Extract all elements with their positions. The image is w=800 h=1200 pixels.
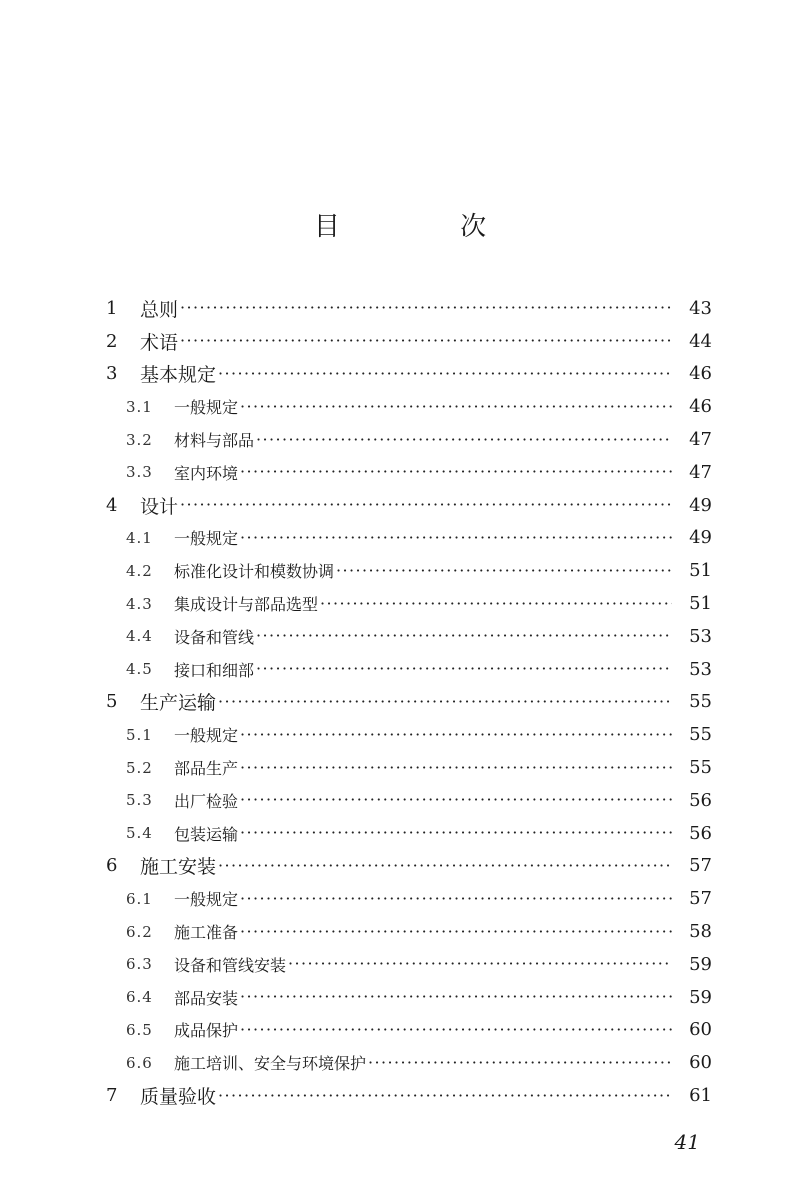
toc-entry-page: 60 — [689, 1052, 712, 1074]
toc-entry-number: 3 — [106, 363, 118, 385]
toc-entry-page: 44 — [689, 330, 712, 352]
toc-section-entry — [106, 1046, 712, 1079]
toc-chapter-entry — [106, 358, 712, 391]
toc-section-entry — [106, 981, 712, 1014]
toc-entry-page: 46 — [689, 396, 712, 418]
toc-entry-number: 2 — [106, 330, 118, 352]
toc-entry-page: 47 — [689, 461, 712, 483]
toc-entry-page: 43 — [689, 297, 712, 319]
dot-leader — [180, 297, 672, 315]
toc-entry-page: 53 — [689, 658, 712, 680]
toc-entry-number: 7 — [106, 1085, 118, 1107]
toc-entry-number: 5.1 — [126, 725, 153, 744]
dot-leader — [288, 953, 672, 971]
toc-entry-title: 施工培训、安全与环境保护 — [174, 1054, 367, 1074]
toc-entry-number: 4.1 — [126, 528, 153, 547]
toc-section-entry — [106, 751, 712, 784]
toc-chapter-entry — [106, 325, 712, 358]
toc-entry-page: 51 — [689, 593, 712, 615]
toc-chapter-entry — [106, 489, 712, 522]
dot-leader — [180, 494, 672, 512]
toc-entry-page: 49 — [689, 494, 712, 516]
toc-section-entry — [106, 1014, 712, 1047]
dot-leader — [256, 429, 672, 447]
toc-entry-title: 一般规定 — [174, 726, 239, 746]
dot-leader — [240, 461, 672, 479]
dot-leader — [240, 527, 672, 545]
toc-entry-number: 6.3 — [126, 955, 153, 974]
toc-entry-number: 6.5 — [126, 1020, 153, 1039]
toc-entry-page: 47 — [689, 429, 712, 451]
toc-entry-title: 术语 — [140, 331, 179, 354]
toc-entry-page: 56 — [689, 822, 712, 844]
toc-section-entry — [106, 784, 712, 817]
toc-chapter-entry — [106, 1079, 712, 1112]
toc-section-entry — [106, 653, 712, 686]
toc-entry-page: 57 — [689, 855, 712, 877]
dot-leader — [336, 560, 672, 578]
toc-entry-title: 一般规定 — [174, 529, 239, 549]
toc-entry-number: 6.4 — [126, 988, 153, 1007]
toc-chapter-entry — [106, 850, 712, 883]
toc-entry-page: 58 — [689, 921, 712, 943]
dot-leader — [240, 724, 672, 742]
toc-entry-number: 1 — [106, 297, 118, 319]
toc-entry-page: 61 — [689, 1085, 712, 1107]
toc-section-entry — [106, 620, 712, 653]
dot-leader — [368, 1052, 672, 1070]
toc-entry-page: 56 — [689, 789, 712, 811]
dot-leader — [240, 396, 672, 414]
toc-entry-page: 55 — [689, 757, 712, 779]
toc-chapter-entry — [106, 292, 712, 325]
dot-leader — [240, 822, 672, 840]
dot-leader — [240, 986, 672, 1004]
toc-entry-title: 成品保护 — [174, 1021, 239, 1041]
toc-section-entry — [106, 718, 712, 751]
toc-entry-number: 6.2 — [126, 922, 153, 941]
toc-entry-page: 51 — [689, 560, 712, 582]
toc-entry-number: 5.2 — [126, 758, 153, 777]
toc-section-entry — [106, 587, 712, 620]
toc-entry-number: 4 — [106, 494, 118, 516]
table-of-contents — [106, 292, 712, 1112]
dot-leader — [218, 855, 672, 873]
toc-entry-number: 3.3 — [126, 463, 153, 482]
toc-entry-number: 3.1 — [126, 397, 153, 416]
toc-entry-page: 55 — [689, 724, 712, 746]
toc-entry-number: 6.6 — [126, 1053, 153, 1072]
dot-leader — [240, 1019, 672, 1037]
toc-section-entry — [106, 456, 712, 489]
toc-entry-number: 5.3 — [126, 791, 153, 810]
toc-section-entry — [106, 390, 712, 423]
dot-leader — [240, 888, 672, 906]
toc-entry-page: 60 — [689, 1019, 712, 1041]
toc-entry-page: 57 — [689, 888, 712, 910]
page-title: 目 次 — [313, 212, 543, 242]
toc-entry-number: 4.2 — [126, 561, 153, 580]
toc-entry-page: 46 — [689, 363, 712, 385]
toc-entry-number: 4.5 — [126, 660, 153, 679]
dot-leader — [320, 593, 672, 611]
toc-entry-number: 6.1 — [126, 889, 153, 908]
toc-entry-number: 4.4 — [126, 627, 153, 646]
toc-section-entry — [106, 554, 712, 587]
toc-section-entry — [106, 522, 712, 555]
toc-section-entry — [106, 817, 712, 850]
dot-leader — [218, 691, 672, 709]
toc-entry-title: 一般规定 — [174, 398, 239, 418]
toc-entry-number: 5 — [106, 691, 118, 713]
dot-leader — [218, 363, 672, 381]
toc-entry-title: 总则 — [140, 298, 179, 321]
toc-entry-number: 5.4 — [126, 824, 153, 843]
toc-section-entry — [106, 915, 712, 948]
dot-leader — [180, 330, 672, 348]
toc-entry-title: 生产运输 — [140, 692, 217, 715]
toc-entry-title: 部品安装 — [174, 988, 239, 1008]
dot-leader — [218, 1085, 672, 1103]
toc-entry-title: 基本规定 — [140, 364, 217, 387]
dot-leader — [240, 789, 672, 807]
toc-section-entry — [106, 882, 712, 915]
toc-entry-title: 施工准备 — [174, 923, 239, 943]
toc-entry-title: 设计 — [140, 495, 179, 518]
toc-entry-title: 接口和细部 — [174, 660, 255, 680]
toc-entry-title: 标准化设计和模数协调 — [174, 562, 335, 582]
toc-entry-page: 59 — [689, 986, 712, 1008]
toc-entry-title: 包装运输 — [174, 824, 239, 844]
toc-entry-title: 部品生产 — [174, 759, 239, 779]
dot-leader — [256, 658, 672, 676]
toc-entry-title: 集成设计与部品选型 — [174, 595, 319, 615]
toc-entry-title: 质量验收 — [140, 1086, 217, 1109]
toc-entry-number: 4.3 — [126, 594, 153, 613]
toc-entry-title: 出厂检验 — [174, 791, 239, 811]
dot-leader — [240, 921, 672, 939]
dot-leader — [240, 757, 672, 775]
toc-entry-title: 施工安装 — [140, 856, 217, 879]
toc-entry-number: 3.2 — [126, 430, 153, 449]
toc-entry-page: 59 — [689, 953, 712, 975]
toc-entry-title: 设备和管线 — [174, 627, 255, 647]
page-number: 41 — [674, 1130, 700, 1154]
toc-entry-title: 室内环境 — [174, 463, 239, 483]
toc-entry-page: 55 — [689, 691, 712, 713]
toc-section-entry — [106, 948, 712, 981]
toc-entry-number: 6 — [106, 855, 118, 877]
toc-entry-title: 设备和管线安装 — [174, 955, 287, 975]
toc-chapter-entry — [106, 686, 712, 719]
toc-section-entry — [106, 423, 712, 456]
toc-entry-page: 49 — [689, 527, 712, 549]
toc-entry-title: 一般规定 — [174, 890, 239, 910]
dot-leader — [256, 625, 672, 643]
toc-entry-title: 材料与部品 — [174, 431, 255, 451]
toc-entry-page: 53 — [689, 625, 712, 647]
